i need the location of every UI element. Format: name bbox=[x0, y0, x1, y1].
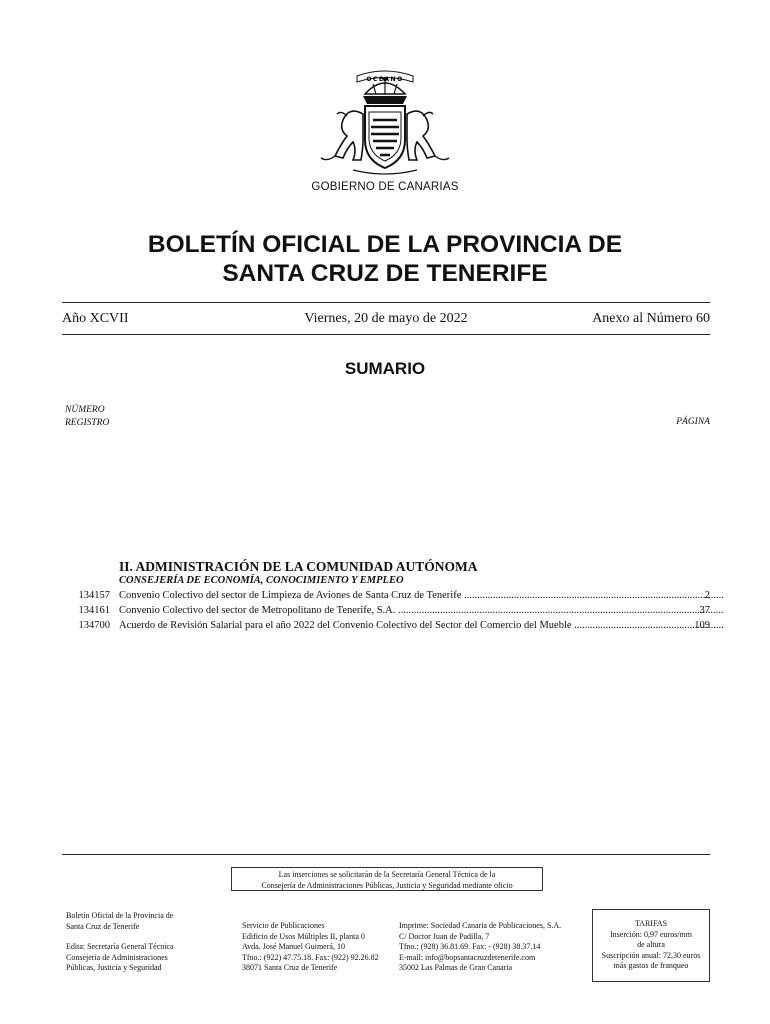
printer-info bbox=[399, 921, 589, 974]
rates-line: más gastos de franqueo bbox=[613, 961, 689, 970]
issue-meta bbox=[62, 311, 710, 329]
column-header-page: PÁGINA bbox=[676, 417, 710, 427]
editor-line: Edita: Secretaría General Técnica bbox=[66, 942, 174, 951]
rates-line: de altura bbox=[637, 940, 665, 949]
publisher-info bbox=[66, 911, 206, 974]
editor-line: Públicas, Justicia y Seguridad bbox=[66, 963, 162, 972]
entry-page: 37 bbox=[699, 605, 710, 616]
summary-entry bbox=[62, 590, 710, 604]
crest-motto: OCEANO bbox=[366, 76, 404, 83]
issue-date: Viernes, 20 de mayo de 2022 bbox=[304, 311, 468, 326]
page-title bbox=[0, 230, 770, 288]
entry-registro: 134157 bbox=[78, 590, 110, 601]
printer-line: Tfno.: (928) 36.81.69. Fax: - (928) 38.37.14 bbox=[399, 942, 541, 951]
entry-page: 2 bbox=[704, 590, 710, 601]
issue-annex: Anexo al Número 60 bbox=[592, 311, 710, 326]
entry-title: Acuerdo de Revisión Salarial para el año 2022 del Convenio Colectivo del Sector del Comercio del Mueble ..... bbox=[119, 620, 724, 631]
title-line: BOLETÍN OFICIAL DE LA PROVINCIA DE bbox=[147, 231, 623, 258]
title-line: SANTA CRUZ DE TENERIFE bbox=[222, 260, 548, 287]
column-header-registro bbox=[65, 404, 109, 429]
coat-of-arms-icon bbox=[313, 70, 457, 180]
top-rule bbox=[62, 302, 710, 303]
meta-rule bbox=[62, 334, 710, 335]
entry-registro: 134161 bbox=[78, 605, 110, 616]
printer-email: E-mail: info@bopsantacruzdetenerife.com bbox=[399, 952, 536, 962]
rates-box bbox=[592, 909, 710, 982]
department-heading: CONSEJERÍA DE ECONOMÍA, CONOCIMIENTO Y EMPLEO bbox=[119, 575, 404, 586]
summary-entry bbox=[62, 605, 710, 619]
section-heading: II. ADMINISTRACIÓN DE LA COMUNIDAD AUTÓNOMA bbox=[119, 559, 478, 574]
printer-line: C/ Doctor Juan de Padilla, 7 bbox=[399, 931, 490, 941]
notice-line: Las inserciones se solicitarán de la Secretaría General Técnica de la bbox=[278, 870, 496, 879]
summary-entry bbox=[62, 620, 710, 634]
rates-line: Inserción: 0,97 euros/mm bbox=[610, 929, 692, 939]
service-line: Edificio de Usos Múltiples II, planta 0 bbox=[242, 931, 365, 941]
rates-heading: TARIFAS bbox=[634, 919, 668, 928]
printer-line: Imprime: Sociedad Canaria de Publicaciones, S.A. bbox=[399, 921, 562, 930]
service-line: 38071 Santa Cruz de Tenerife bbox=[242, 963, 338, 972]
insertion-notice bbox=[231, 867, 543, 891]
sumario-heading: SUMARIO bbox=[344, 359, 426, 378]
notice-line: Consejería de Administraciones Públicas, Justicia y Seguridad mediante oficio bbox=[261, 880, 513, 890]
service-line: Tfno.: (922) 47.75.18. Fax: (922) 92.26.82 bbox=[242, 952, 379, 962]
footer-rule bbox=[62, 854, 710, 855]
service-line: Servicio de Publicaciones bbox=[242, 921, 325, 930]
publisher-line: Boletín Oficial de la Provincia de bbox=[66, 911, 174, 920]
entry-title: Convenio Colectivo del sector de Limpieza de Aviones de Santa Cruz de Tenerife ..... bbox=[119, 590, 724, 601]
column-header-line: REGISTRO bbox=[65, 417, 110, 428]
entry-title: Convenio Colectivo del sector de Metropolitano de Tenerife, S.A. ..... bbox=[119, 605, 724, 616]
service-line: Avda. José Manuel Guimerá, 10 bbox=[242, 942, 345, 951]
issue-year: Año XCVII bbox=[62, 311, 129, 326]
editor-line: Consejería de Administraciones bbox=[66, 952, 168, 962]
entry-page: 109 bbox=[694, 620, 710, 631]
column-header-line: NÚMERO bbox=[65, 405, 105, 415]
rates-line: Suscripción anual: 72,30 euros bbox=[601, 950, 701, 960]
printer-line: 35002 Las Palmas de Gran Canaria bbox=[399, 963, 513, 972]
government-name: GOBIERNO DE CANARIAS bbox=[311, 181, 459, 193]
publisher-line: Santa Cruz de Tenerife bbox=[66, 921, 140, 931]
entry-registro: 134700 bbox=[78, 620, 110, 631]
publications-service bbox=[242, 921, 392, 974]
